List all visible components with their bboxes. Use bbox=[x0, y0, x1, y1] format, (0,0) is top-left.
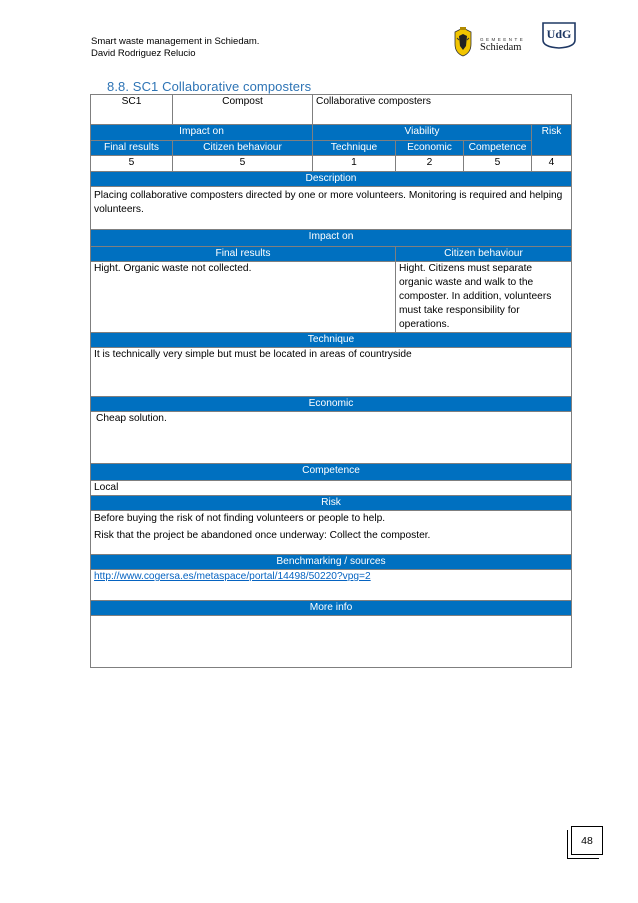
card-category: Compost bbox=[173, 95, 313, 125]
more-info-section-label: More info bbox=[91, 601, 572, 616]
description-label: Description bbox=[91, 172, 572, 187]
competence-text: Local bbox=[91, 481, 572, 496]
udg-logo bbox=[539, 20, 579, 55]
economic-section-label: Economic bbox=[91, 397, 572, 412]
municipality-logo bbox=[480, 37, 525, 53]
criteria-header-row bbox=[91, 141, 572, 156]
group-header-row bbox=[91, 125, 572, 141]
final-results-text: Hight. Organic waste not collected. bbox=[91, 262, 396, 333]
scores-row bbox=[91, 156, 572, 172]
economic-column-label: Economic bbox=[396, 141, 464, 156]
risk-column-label: Risk bbox=[532, 125, 572, 156]
competence-column-label: Competence bbox=[464, 141, 532, 156]
score-risk: 4 bbox=[532, 156, 572, 172]
card-code: SC1 bbox=[91, 95, 173, 125]
economic-text: Cheap solution. bbox=[91, 412, 572, 464]
municipality-name: Schiedam bbox=[480, 42, 522, 53]
card-name: Collaborative composters bbox=[313, 95, 572, 125]
benchmarking-section-label: Benchmarking / sources bbox=[91, 555, 572, 570]
author-name: David Rodriguez Relucio bbox=[91, 48, 196, 59]
score-economic: 2 bbox=[396, 156, 464, 172]
risk-text bbox=[91, 511, 572, 555]
document-title: Smart waste management in Schiedam. bbox=[91, 36, 260, 47]
municipality-small-label: GEMEENTE bbox=[480, 37, 526, 42]
section-title: 8.8. SC1 Collaborative composters bbox=[107, 79, 312, 94]
benchmarking-cell bbox=[91, 570, 572, 601]
citizen-behaviour-section-label: Citizen behaviour bbox=[396, 247, 572, 262]
risk-text-line-1: Before buying the risk of not finding volunteers or people to help. bbox=[94, 513, 386, 524]
impact-section-label: Impact on bbox=[91, 230, 572, 247]
udg-logo-label: UdG bbox=[546, 27, 572, 41]
measure-card-table bbox=[90, 94, 572, 668]
final-results-section-label: Final results bbox=[91, 247, 396, 262]
running-header bbox=[91, 36, 259, 60]
score-citizen-behaviour: 5 bbox=[173, 156, 313, 172]
citizen-behaviour-text: Hight. Citizens must separate organic waste and walk to the composter. In addition, volunteers must take responsibility for operations. bbox=[396, 262, 572, 333]
final-results-column-label: Final results bbox=[91, 141, 173, 156]
risk-section-label: Risk bbox=[91, 496, 572, 511]
risk-text-line-2: Risk that the project be abandoned once underway: Collect the composter. bbox=[94, 530, 431, 541]
benchmarking-link[interactable]: http://www.cogersa.es/metaspace/portal/14498/50220?vpg=2 bbox=[94, 571, 371, 582]
score-technique: 1 bbox=[313, 156, 396, 172]
competence-section-label: Competence bbox=[91, 464, 572, 481]
technique-column-label: Technique bbox=[313, 141, 396, 156]
score-final-results: 5 bbox=[91, 156, 173, 172]
score-competence: 5 bbox=[464, 156, 532, 172]
impact-subheader-row bbox=[91, 247, 572, 262]
technique-text: It is technically very simple but must be located in areas of countryside bbox=[91, 348, 572, 397]
citizen-behaviour-column-label: Citizen behaviour bbox=[173, 141, 313, 156]
page-number: 48 bbox=[571, 826, 603, 855]
viability-group-label: Viability bbox=[313, 125, 532, 141]
impact-text-row bbox=[91, 262, 572, 333]
description-text: Placing collaborative composters directed by one or more volunteers. Monitoring is required and helping volunteers. bbox=[91, 187, 572, 230]
more-info-text bbox=[91, 616, 572, 668]
impact-group-label: Impact on bbox=[91, 125, 313, 141]
schiedam-shield-logo-icon bbox=[452, 26, 474, 63]
card-header-row bbox=[91, 95, 572, 125]
technique-section-label: Technique bbox=[91, 333, 572, 348]
